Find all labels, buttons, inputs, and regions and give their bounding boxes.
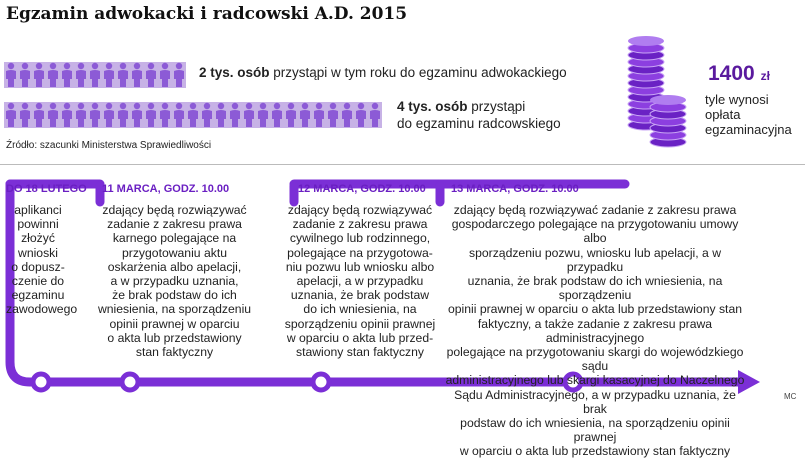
milestone-2 <box>122 374 138 390</box>
timeline-date-3: 12 MARCA, GODZ. 10.00 <box>298 183 426 195</box>
person-icon <box>242 102 256 128</box>
milestone-1 <box>33 374 49 390</box>
person-icon <box>130 62 144 88</box>
person-icon <box>88 102 102 128</box>
person-icon <box>18 62 32 88</box>
fee-amount <box>708 62 770 86</box>
timeline-text-4: zdający będą rozwiązywać zadanie z zakresu prawa gospodarczego polegające na przygotowaniu umowy albo sporządzeniu pozwu, wniosku lub apelacji, a w przypadku uznania, że brak podstaw do ich wniesienia, na sporządzeniu opinii prawnej w oparciu o akta lub przedstawiony stan faktyczny, a także zadanie z zakresu prawa administracyjnego polegające na przygotowaniu skargi do wojewódzkiego sądu administracyjnego lub skargi kasacyjnej do Naczelnego Sądu Administracyjnego, a w przypadku uznania, że brak podstaw do ich wniesienia, na sporządzeniu opinii prawnej w oparciu o akta lub przedstawiony stan faktyczny <box>445 203 745 459</box>
person-icon <box>4 62 18 88</box>
people-row-adwokacki <box>4 62 186 88</box>
source-note: Źródło: szacunki Ministerstwa Sprawiedliwości <box>6 140 212 151</box>
person-icon <box>298 102 312 128</box>
person-icon <box>60 102 74 128</box>
stat-adwokacki-count: 2 tys. osób <box>199 65 270 80</box>
fee-unit: zł <box>760 69 770 83</box>
person-icon <box>158 102 172 128</box>
person-icon <box>214 102 228 128</box>
person-icon <box>116 102 130 128</box>
person-icon <box>270 102 284 128</box>
person-icon <box>32 102 46 128</box>
person-icon <box>88 62 102 88</box>
person-icon <box>116 62 130 88</box>
person-icon <box>102 62 116 88</box>
people-row-radcowski <box>4 102 382 128</box>
divider <box>0 164 805 165</box>
person-icon <box>18 102 32 128</box>
timeline-text-1: aplikanci powinni złożyć wnioski o dopusz- czenie do egzaminu zawodowego <box>6 203 78 317</box>
person-icon <box>60 62 74 88</box>
person-icon <box>144 102 158 128</box>
timeline-date-1: DO 18 LUTEGO <box>6 183 87 195</box>
person-icon <box>368 102 382 128</box>
stat-adwokacki <box>199 64 567 81</box>
person-icon <box>256 102 270 128</box>
person-icon <box>354 102 368 128</box>
timeline-text-2: zdający będą rozwiązywać zadanie z zakresu prawa karnego polegające na przygotowaniu aktu oskarżenia albo apelacji, a w przypadku uznania, że brak podstaw do ich wniesienia, na sporządzeniu opinii prawnej w oparciu o akta lub przedstawiony stan faktyczny <box>97 203 252 360</box>
person-icon <box>74 102 88 128</box>
person-icon <box>130 102 144 128</box>
person-icon <box>284 102 298 128</box>
person-icon <box>186 102 200 128</box>
person-icon <box>46 62 60 88</box>
timeline-date-4: 13 MARCA, GODZ. 10.00 <box>451 183 579 195</box>
person-icon <box>74 62 88 88</box>
milestone-3 <box>313 374 329 390</box>
stat-radcowski-text2: do egzaminu radcowskiego <box>397 116 561 131</box>
person-icon <box>340 102 354 128</box>
fee-description: tyle wynosi opłata egzaminacyjna <box>705 92 792 137</box>
fee-amount-value: 1400 <box>708 62 755 85</box>
credit: MC <box>784 392 797 401</box>
person-icon <box>228 102 242 128</box>
timeline-date-2: 11 MARCA, GODZ. 10.00 <box>102 183 230 195</box>
person-icon <box>172 102 186 128</box>
stat-radcowski <box>397 98 561 132</box>
person-icon <box>312 102 326 128</box>
person-icon <box>46 102 60 128</box>
person-icon <box>144 62 158 88</box>
person-icon <box>32 62 46 88</box>
coin-stack-icon <box>618 30 708 150</box>
person-icon <box>172 62 186 88</box>
infographic-title: Egzamin adwokacki i radcowski A.D. 2015 <box>6 4 408 24</box>
person-icon <box>158 62 172 88</box>
person-icon <box>4 102 18 128</box>
stat-radcowski-count: 4 tys. osób <box>397 99 468 114</box>
stat-adwokacki-text: przystąpi w tym roku do egzaminu adwokackiego <box>269 65 567 80</box>
stat-radcowski-text: przystąpi <box>467 99 526 114</box>
person-icon <box>326 102 340 128</box>
timeline-text-3: zdający będą rozwiązywać zadanie z zakresu prawa cywilnego lub rodzinnego, polegające na przygotowa- niu pozwu lub wniosku albo apelacji, a w przypadku uznania, że brak podstaw do ich wniesienia, na sporządzeniu opinii prawnej w oparciu o akta lub przed- stawiony stan faktyczny <box>284 203 436 360</box>
person-icon <box>102 102 116 128</box>
person-icon <box>200 102 214 128</box>
